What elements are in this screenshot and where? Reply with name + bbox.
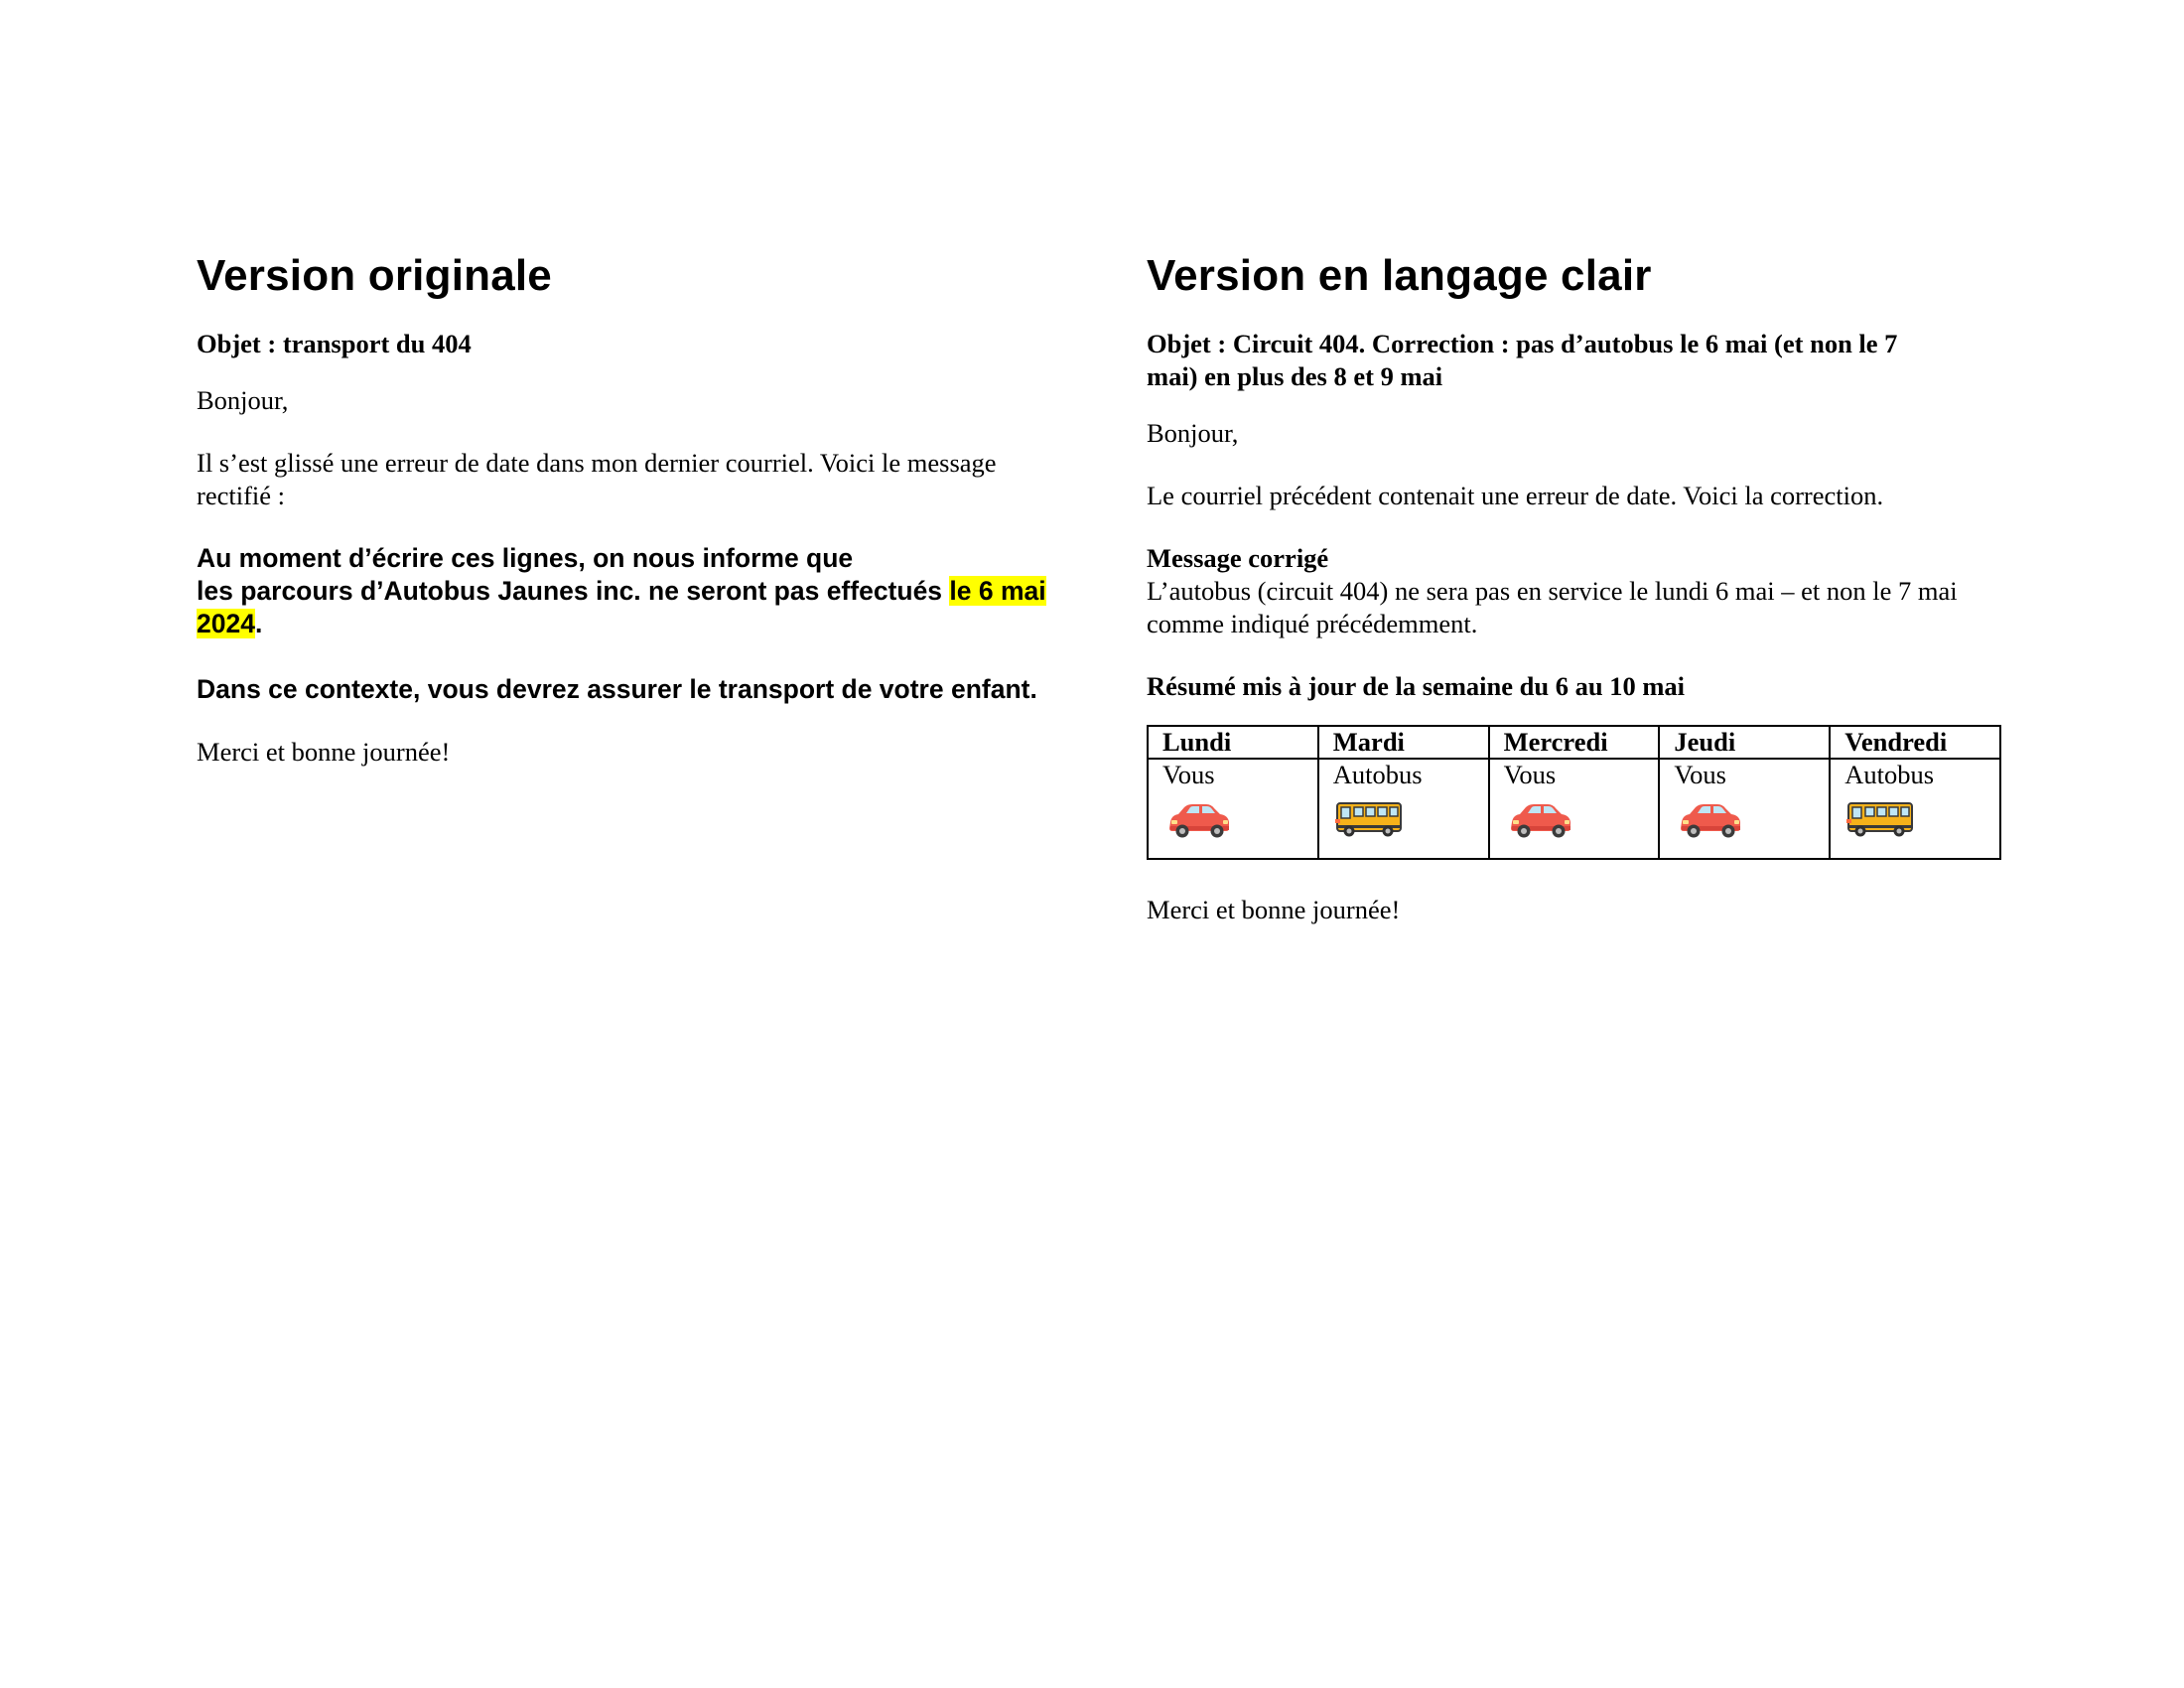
table-cell-tuesday	[1318, 759, 1489, 859]
original-subject: Objet : transport du 404	[197, 329, 472, 358]
table-row	[1148, 759, 2000, 859]
car-icon	[1162, 798, 1234, 838]
plain-intro: Le courriel précédent contenait une erreur de date. Voici la correction.	[1147, 481, 1884, 510]
notice-line-2: les parcours d’Autobus Jaunes inc. ne seront pas effectués	[197, 576, 950, 606]
original-greeting: Bonjour,	[197, 385, 289, 415]
table-cell-wednesday	[1489, 759, 1660, 859]
transport-mode-label: Autobus	[1332, 760, 1423, 789]
corrected-message-title: Message corrigé	[1147, 543, 1329, 573]
table-cell-thursday	[1659, 759, 1830, 859]
table-header-day: Jeudi	[1659, 726, 1830, 759]
school-bus-icon	[1333, 798, 1405, 838]
corrected-message-body: L’autobus (circuit 404) ne sera pas en service le lundi 6 mai – et non le 7 mai comme indiqué précédemment.	[1147, 576, 1958, 638]
weekly-transport-table	[1147, 725, 2001, 860]
transport-mode-label: Autobus	[1844, 760, 1935, 789]
car-icon	[1504, 798, 1575, 838]
car-icon	[1674, 798, 1745, 838]
original-notice	[197, 542, 1060, 640]
notice-line-1: Au moment d’écrire ces lignes, on nous informe que	[197, 543, 854, 573]
school-bus-icon	[1844, 798, 1916, 838]
plain-language-column	[1147, 246, 2000, 926]
table-header-day: Lundi	[1148, 726, 1318, 759]
table-header-day: Mardi	[1318, 726, 1489, 759]
original-closing: Merci et bonne journée!	[197, 737, 451, 767]
plain-closing: Merci et bonne journée!	[1147, 895, 1401, 924]
transport-mode-label: Vous	[1162, 760, 1215, 789]
table-cell-monday	[1148, 759, 1318, 859]
original-context: Dans ce contexte, vous devrez assurer le transport de votre enfant.	[197, 674, 1037, 704]
table-cell-friday	[1830, 759, 2000, 859]
plain-subject: Objet : Circuit 404. Correction : pas d’autobus le 6 mai (et non le 7 mai) en plus des 8 et 9 mai	[1147, 329, 1898, 391]
plain-greeting: Bonjour,	[1147, 418, 1239, 448]
original-intro: Il s’est glissé une erreur de date dans mon dernier courriel. Voici le message rectifié :	[197, 448, 997, 510]
transport-mode-label: Vous	[1674, 760, 1726, 789]
transport-mode-label: Vous	[1503, 760, 1557, 789]
highlighted-date: le 6 mai 2024	[197, 576, 1046, 638]
original-version-heading: Version originale	[197, 251, 552, 300]
original-version-column	[197, 246, 1060, 769]
weekly-summary-title: Résumé mis à jour de la semaine du 6 au 10 mai	[1147, 671, 1686, 701]
table-header-day: Vendredi	[1830, 726, 2000, 759]
table-header-day: Mercredi	[1489, 726, 1660, 759]
table-header-row	[1148, 726, 2000, 759]
plain-version-heading: Version en langage clair	[1147, 251, 1652, 300]
notice-end: .	[254, 609, 263, 638]
